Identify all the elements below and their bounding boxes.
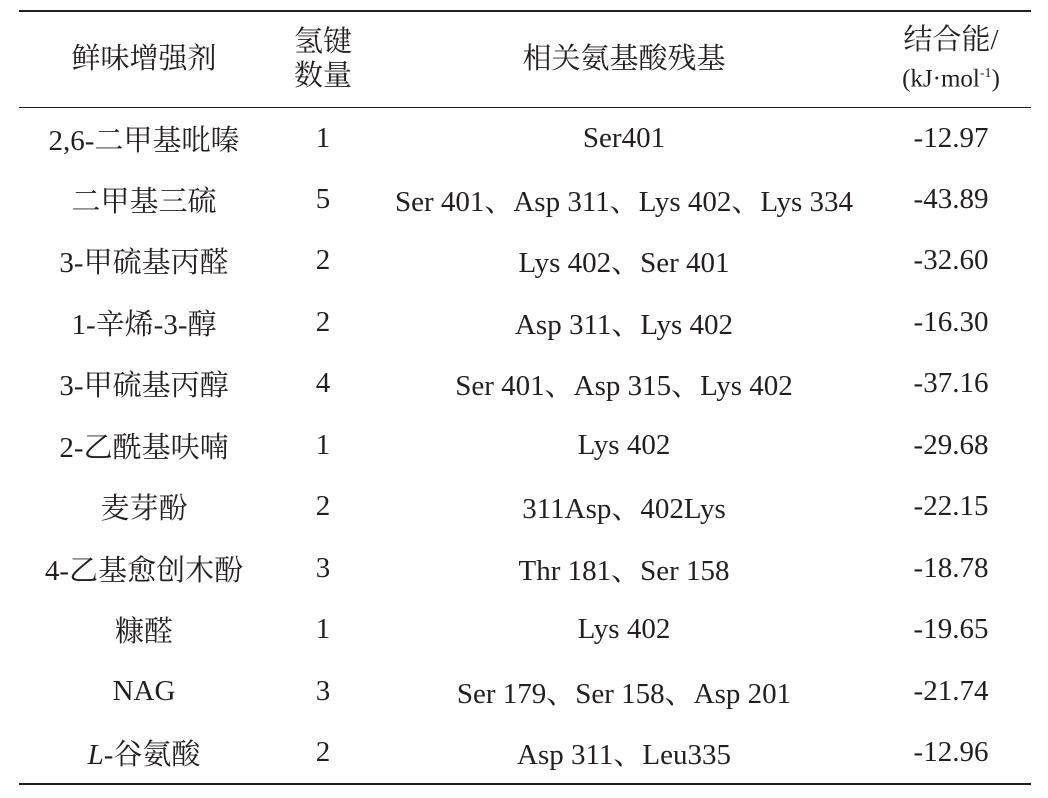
table-header	[19, 11, 1031, 107]
binding-energy-table	[19, 10, 1031, 785]
table-row	[19, 722, 1031, 784]
header-energy-line1: 结合能/	[903, 23, 999, 56]
cell-hbonds: 1	[315, 121, 331, 154]
cell-energy: -43.89	[913, 182, 989, 215]
header-residues: 相关氨基酸残基	[377, 11, 871, 107]
cell-residues: Lys 402、Ser 401	[518, 247, 730, 280]
cell-residues: Thr 181、Ser 158	[518, 554, 730, 587]
cell-hbonds: 1	[315, 428, 331, 461]
cell-enhancer: 3-甲硫基丙醇	[59, 370, 229, 403]
cell-residues: Lys 402	[577, 613, 671, 646]
table-row	[19, 292, 1031, 354]
cell-hbonds: 4	[315, 367, 331, 400]
cell-residues: Ser 401、Asp 311、Lys 402、Lys 334	[394, 185, 854, 218]
cell-hbonds: 5	[315, 182, 331, 215]
cell-residues: Ser401	[582, 121, 666, 154]
cell-enhancer: 1-辛烯-3-醇	[71, 308, 217, 341]
cell-energy: -19.65	[913, 613, 989, 646]
header-hbond-line2: 数量	[293, 60, 352, 93]
table-row	[19, 599, 1031, 661]
table-row	[19, 107, 1031, 169]
cell-hbonds: 3	[315, 551, 331, 584]
table-row	[19, 476, 1031, 538]
cell-hbonds: 2	[315, 305, 331, 338]
table-row	[19, 353, 1031, 415]
table-row	[19, 538, 1031, 600]
header-enhancer: 鲜味增强剂	[19, 11, 269, 107]
cell-enhancer: NAG	[112, 674, 176, 707]
header-hbond-count	[269, 11, 377, 107]
italic-prefix: L	[87, 738, 104, 771]
cell-residues: Ser 179、Ser 158、Asp 201	[456, 677, 792, 710]
table-row	[19, 415, 1031, 477]
cell-enhancer: 糠醛	[114, 616, 173, 649]
header-energy-unit: (kJ·mol$^{-1}$)	[902, 64, 1000, 92]
table-body	[19, 107, 1031, 784]
cell-hbonds: 1	[315, 613, 331, 646]
cell-residues: Asp 311、Leu335	[377, 722, 871, 784]
table-row	[19, 661, 1031, 723]
cell-energy: -21.74	[913, 674, 989, 707]
cell-energy: -37.16	[913, 367, 989, 400]
cell-hbonds: 2	[315, 490, 331, 523]
cell-energy: -18.78	[913, 551, 989, 584]
cell-residues: Asp 311、Lys 402	[514, 308, 734, 341]
cell-hbonds: 2	[269, 722, 377, 784]
cell-residues: Lys 402	[577, 428, 671, 461]
cell-energy: -12.96	[871, 722, 1031, 784]
cell-enhancer	[19, 722, 269, 784]
header-row	[19, 11, 1031, 107]
cell-enhancer: 2-乙酰基呋喃	[59, 431, 229, 464]
cell-energy: -16.30	[913, 305, 989, 338]
cell-energy: -22.15	[913, 490, 989, 523]
cell-hbonds: 2	[315, 244, 331, 277]
cell-energy: -29.68	[913, 428, 989, 461]
cell-residues: 311Asp、402Lys	[522, 493, 726, 526]
cell-enhancer: 3-甲硫基丙醛	[59, 247, 229, 280]
cell-hbonds: 3	[315, 674, 331, 707]
header-hbond-line1: 氢键	[293, 26, 352, 59]
cell-enhancer: 4-乙基愈创木酚	[44, 554, 244, 587]
cell-energy: -12.97	[913, 121, 989, 154]
header-binding-energy	[871, 11, 1031, 107]
data-table-container	[19, 10, 1031, 785]
enhancer-rest: -谷氨酸	[103, 738, 201, 771]
cell-energy: -32.60	[913, 244, 989, 277]
cell-enhancer: 二甲基三硫	[71, 185, 217, 218]
table-row	[19, 230, 1031, 292]
table-row	[19, 169, 1031, 231]
cell-residues: Ser 401、Asp 315、Lys 402	[455, 370, 793, 403]
cell-enhancer: 麦芽酚	[100, 493, 188, 526]
cell-enhancer: 2,6-二甲基吡嗪	[48, 124, 240, 157]
